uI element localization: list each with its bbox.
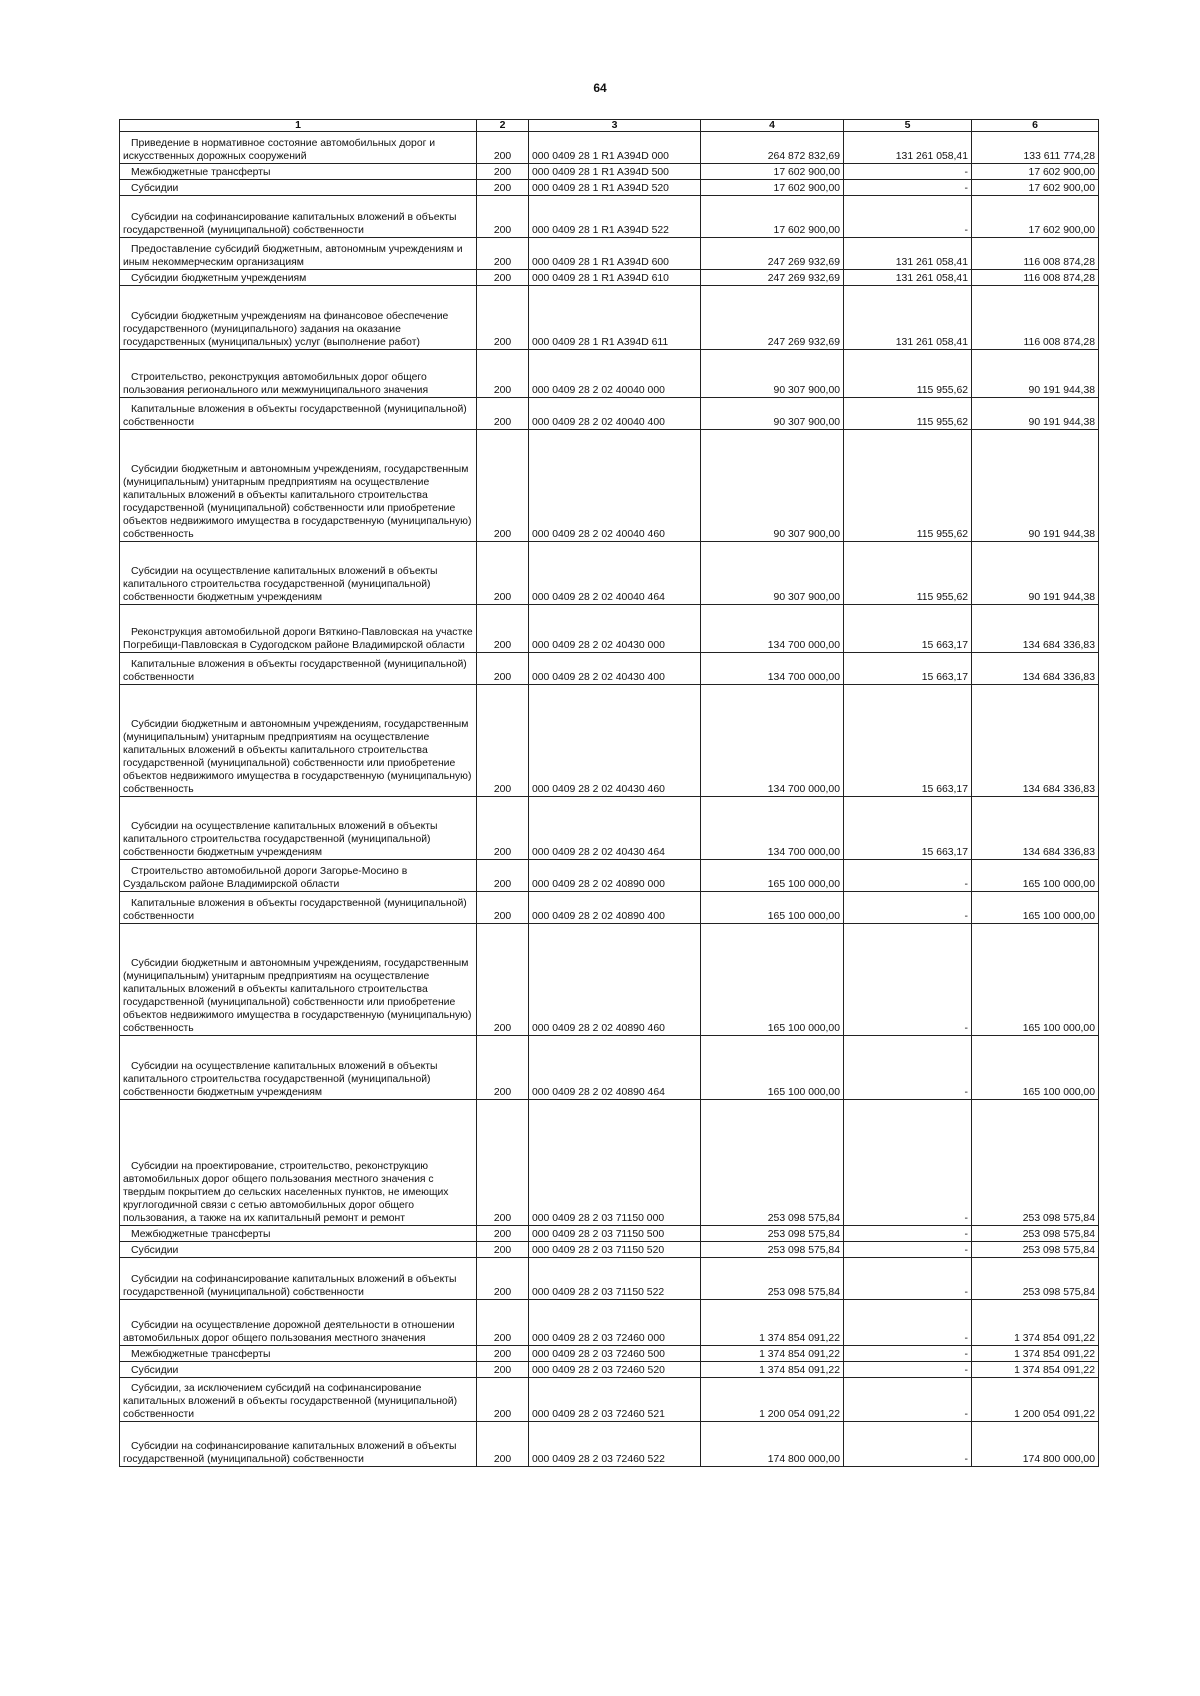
row-name: Строительство автомобильной дороги Загорье-Мосино в Суздальском районе Владимирской области	[120, 860, 477, 892]
column-header: 3	[529, 120, 701, 132]
row-admin-code: 200	[477, 286, 529, 350]
row-value-4: 264 872 832,69	[701, 132, 844, 164]
table-row	[120, 1422, 1099, 1467]
row-value-6: 90 191 944,38	[972, 542, 1099, 605]
row-value-4: 247 269 932,69	[701, 238, 844, 270]
row-budget-code: 000 0409 28 2 03 71150 522	[529, 1258, 701, 1300]
row-value-5: -	[844, 1242, 972, 1258]
row-budget-code: 000 0409 28 1 R1 A394D 500	[529, 164, 701, 180]
row-budget-code: 000 0409 28 1 R1 A394D 600	[529, 238, 701, 270]
table-row	[120, 196, 1099, 238]
row-value-6: 116 008 874,28	[972, 270, 1099, 286]
row-budget-code: 000 0409 28 2 03 71150 520	[529, 1242, 701, 1258]
row-value-6: 90 191 944,38	[972, 350, 1099, 398]
table-row	[120, 398, 1099, 430]
row-value-4: 253 098 575,84	[701, 1100, 844, 1226]
row-value-6: 165 100 000,00	[972, 924, 1099, 1036]
row-admin-code: 200	[477, 1346, 529, 1362]
row-value-4: 165 100 000,00	[701, 892, 844, 924]
column-header: 1	[120, 120, 477, 132]
table-row	[120, 180, 1099, 196]
row-value-4: 134 700 000,00	[701, 797, 844, 860]
row-value-4: 174 800 000,00	[701, 1422, 844, 1467]
row-value-4: 253 098 575,84	[701, 1242, 844, 1258]
table-row	[120, 924, 1099, 1036]
row-value-5: -	[844, 1100, 972, 1226]
row-admin-code: 200	[477, 685, 529, 797]
row-name: Субсидии на софинансирование капитальных вложений в объекты государственной (муниципальной) собственности	[120, 1422, 477, 1467]
row-admin-code: 200	[477, 1362, 529, 1378]
row-name: Приведение в нормативное состояние автомобильных дорог и искусственных дорожных сооружений	[120, 132, 477, 164]
row-admin-code: 200	[477, 892, 529, 924]
row-value-4: 134 700 000,00	[701, 653, 844, 685]
row-value-6: 165 100 000,00	[972, 892, 1099, 924]
row-value-4: 1 374 854 091,22	[701, 1346, 844, 1362]
row-value-6: 134 684 336,83	[972, 605, 1099, 653]
row-value-6: 1 374 854 091,22	[972, 1362, 1099, 1378]
row-admin-code: 200	[477, 605, 529, 653]
row-value-6: 116 008 874,28	[972, 238, 1099, 270]
row-name: Субсидии на софинансирование капитальных вложений в объекты государственной (муниципальной) собственности	[120, 1258, 477, 1300]
row-value-4: 90 307 900,00	[701, 430, 844, 542]
table-row	[120, 1258, 1099, 1300]
row-value-5: -	[844, 1036, 972, 1100]
row-value-6: 253 098 575,84	[972, 1100, 1099, 1226]
row-budget-code: 000 0409 28 1 R1 A394D 611	[529, 286, 701, 350]
row-value-6: 1 374 854 091,22	[972, 1346, 1099, 1362]
row-budget-code: 000 0409 28 2 03 72460 521	[529, 1378, 701, 1422]
row-value-4: 165 100 000,00	[701, 924, 844, 1036]
row-value-4: 247 269 932,69	[701, 270, 844, 286]
row-value-6: 1 200 054 091,22	[972, 1378, 1099, 1422]
table-row	[120, 1300, 1099, 1346]
row-name: Межбюджетные трансферты	[120, 1226, 477, 1242]
table-header-row	[120, 120, 1099, 132]
row-admin-code: 200	[477, 542, 529, 605]
row-budget-code: 000 0409 28 1 R1 A394D 522	[529, 196, 701, 238]
row-value-5: 131 261 058,41	[844, 132, 972, 164]
row-value-4: 165 100 000,00	[701, 1036, 844, 1100]
row-value-6: 17 602 900,00	[972, 164, 1099, 180]
row-value-4: 253 098 575,84	[701, 1258, 844, 1300]
row-value-5: 115 955,62	[844, 430, 972, 542]
row-admin-code: 200	[477, 860, 529, 892]
row-budget-code: 000 0409 28 2 03 71150 500	[529, 1226, 701, 1242]
row-value-5: -	[844, 924, 972, 1036]
row-admin-code: 200	[477, 398, 529, 430]
row-name: Субсидии на проектирование, строительство, реконструкцию автомобильных дорог общего пользования местного значения с твердым покрытием до сельских населенных пунктов, не имеющих круглогодичной связи с сетью автомобильных дорог общего пользования, а также на их капитальный ремонт и ремонт	[120, 1100, 477, 1226]
row-value-6: 165 100 000,00	[972, 1036, 1099, 1100]
row-value-5: 15 663,17	[844, 653, 972, 685]
row-admin-code: 200	[477, 1036, 529, 1100]
row-value-4: 253 098 575,84	[701, 1226, 844, 1242]
table-row	[120, 164, 1099, 180]
row-value-4: 247 269 932,69	[701, 286, 844, 350]
row-admin-code: 200	[477, 270, 529, 286]
table-row	[120, 653, 1099, 685]
table-body	[120, 132, 1099, 1467]
row-value-5: -	[844, 1258, 972, 1300]
row-budget-code: 000 0409 28 2 02 40040 464	[529, 542, 701, 605]
row-admin-code: 200	[477, 653, 529, 685]
row-value-5: -	[844, 196, 972, 238]
row-admin-code: 200	[477, 1300, 529, 1346]
row-value-6: 253 098 575,84	[972, 1242, 1099, 1258]
row-budget-code: 000 0409 28 2 02 40890 400	[529, 892, 701, 924]
table-row	[120, 132, 1099, 164]
table-row	[120, 238, 1099, 270]
row-name: Капитальные вложения в объекты государственной (муниципальной) собственности	[120, 398, 477, 430]
row-value-6: 174 800 000,00	[972, 1422, 1099, 1467]
row-value-5: -	[844, 1226, 972, 1242]
row-value-6: 253 098 575,84	[972, 1258, 1099, 1300]
row-budget-code: 000 0409 28 2 02 40430 400	[529, 653, 701, 685]
row-value-5: -	[844, 164, 972, 180]
row-name: Строительство, реконструкция автомобильных дорог общего пользования регионального или межмуниципального значения	[120, 350, 477, 398]
row-value-6: 134 684 336,83	[972, 797, 1099, 860]
row-budget-code: 000 0409 28 2 03 72460 500	[529, 1346, 701, 1362]
row-value-6: 165 100 000,00	[972, 860, 1099, 892]
row-name: Субсидии на осуществление капитальных вложений в объекты капитального строительства государственной (муниципальной) собственности бюджетным учреждениям	[120, 797, 477, 860]
row-budget-code: 000 0409 28 1 R1 A394D 520	[529, 180, 701, 196]
row-admin-code: 200	[477, 1242, 529, 1258]
row-budget-code: 000 0409 28 2 03 72460 000	[529, 1300, 701, 1346]
row-admin-code: 200	[477, 350, 529, 398]
row-budget-code: 000 0409 28 2 02 40430 464	[529, 797, 701, 860]
table-row	[120, 605, 1099, 653]
row-name: Субсидии бюджетным и автономным учреждениям, государственным (муниципальным) унитарным предприятиям на осуществление капитальных вложений в объекты капитального строительства государственной (муниципальной) собственности или приобретение объектов недвижимого имущества в государственную (муниципальную) собственность	[120, 924, 477, 1036]
row-value-5: 115 955,62	[844, 398, 972, 430]
table-row	[120, 797, 1099, 860]
row-value-6: 116 008 874,28	[972, 286, 1099, 350]
row-admin-code: 200	[477, 1258, 529, 1300]
row-value-5: 131 261 058,41	[844, 286, 972, 350]
table-row	[120, 1226, 1099, 1242]
row-value-5: 115 955,62	[844, 542, 972, 605]
row-admin-code: 200	[477, 238, 529, 270]
row-value-5: -	[844, 1422, 972, 1467]
column-header: 5	[844, 120, 972, 132]
row-budget-code: 000 0409 28 2 02 40040 000	[529, 350, 701, 398]
row-value-4: 90 307 900,00	[701, 398, 844, 430]
row-budget-code: 000 0409 28 1 R1 A394D 610	[529, 270, 701, 286]
row-name: Предоставление субсидий бюджетным, автономным учреждениям и иным некоммерческим организациям	[120, 238, 477, 270]
row-budget-code: 000 0409 28 2 02 40890 000	[529, 860, 701, 892]
row-value-5: 15 663,17	[844, 605, 972, 653]
row-name: Субсидии на осуществление капитальных вложений в объекты капитального строительства государственной (муниципальной) собственности бюджетным учреждениям	[120, 542, 477, 605]
row-name: Капитальные вложения в объекты государственной (муниципальной) собственности	[120, 653, 477, 685]
row-value-4: 1 374 854 091,22	[701, 1300, 844, 1346]
row-admin-code: 200	[477, 1422, 529, 1467]
row-budget-code: 000 0409 28 2 02 40430 460	[529, 685, 701, 797]
row-name: Субсидии бюджетным и автономным учреждениям, государственным (муниципальным) унитарным предприятиям на осуществление капитальных вложений в объекты капитального строительства государственной (муниципальной) собственности или приобретение объектов недвижимого имущества в государственную (муниципальную) собственность	[120, 685, 477, 797]
table-row	[120, 1362, 1099, 1378]
page-number: 64	[593, 81, 607, 95]
row-value-6: 134 684 336,83	[972, 685, 1099, 797]
row-name: Капитальные вложения в объекты государственной (муниципальной) собственности	[120, 892, 477, 924]
row-value-6: 1 374 854 091,22	[972, 1300, 1099, 1346]
row-name: Субсидии бюджетным и автономным учреждениям, государственным (муниципальным) унитарным предприятиям на осуществление капитальных вложений в объекты капитального строительства государственной (муниципальной) собственности или приобретение объектов недвижимого имущества в государственную (муниципальную) собственность	[120, 430, 477, 542]
row-value-5: -	[844, 1300, 972, 1346]
row-value-6: 17 602 900,00	[972, 196, 1099, 238]
row-budget-code: 000 0409 28 2 02 40890 464	[529, 1036, 701, 1100]
row-value-5: -	[844, 860, 972, 892]
row-name: Субсидии, за исключением субсидий на софинансирование капитальных вложений в объекты государственной (муниципальной) собственности	[120, 1378, 477, 1422]
table-row	[120, 542, 1099, 605]
row-value-5: 115 955,62	[844, 350, 972, 398]
table-row	[120, 1100, 1099, 1226]
table-row	[120, 286, 1099, 350]
row-admin-code: 200	[477, 430, 529, 542]
row-budget-code: 000 0409 28 2 02 40040 400	[529, 398, 701, 430]
row-budget-code: 000 0409 28 2 03 72460 522	[529, 1422, 701, 1467]
row-admin-code: 200	[477, 164, 529, 180]
row-value-5: 131 261 058,41	[844, 238, 972, 270]
column-header: 6	[972, 120, 1099, 132]
table-row	[120, 685, 1099, 797]
row-value-4: 90 307 900,00	[701, 542, 844, 605]
row-admin-code: 200	[477, 1378, 529, 1422]
row-name: Межбюджетные трансферты	[120, 164, 477, 180]
row-admin-code: 200	[477, 132, 529, 164]
row-name: Субсидии бюджетным учреждениям на финансовое обеспечение государственного (муниципального) задания на оказание государственных (муниципальных) услуг (выполнение работ)	[120, 286, 477, 350]
row-name: Реконструкция автомобильной дороги Вяткино-Павловская на участке Погребищи-Павловская в Судогодском районе Владимирской области	[120, 605, 477, 653]
row-value-5: -	[844, 180, 972, 196]
row-budget-code: 000 0409 28 2 02 40890 460	[529, 924, 701, 1036]
row-admin-code: 200	[477, 1100, 529, 1226]
row-value-5: -	[844, 1346, 972, 1362]
row-budget-code: 000 0409 28 1 R1 A394D 000	[529, 132, 701, 164]
row-name: Субсидии бюджетным учреждениям	[120, 270, 477, 286]
row-value-4: 90 307 900,00	[701, 350, 844, 398]
row-admin-code: 200	[477, 1226, 529, 1242]
budget-table	[119, 119, 1099, 1467]
row-name: Субсидии на осуществление дорожной деятельности в отношении автомобильных дорог общего пользования местного значения	[120, 1300, 477, 1346]
row-name: Межбюджетные трансферты	[120, 1346, 477, 1362]
row-value-4: 1 200 054 091,22	[701, 1378, 844, 1422]
table-row	[120, 430, 1099, 542]
row-value-6: 133 611 774,28	[972, 132, 1099, 164]
row-value-4: 134 700 000,00	[701, 605, 844, 653]
row-value-6: 17 602 900,00	[972, 180, 1099, 196]
row-value-6: 90 191 944,38	[972, 398, 1099, 430]
table-row	[120, 860, 1099, 892]
row-name: Субсидии на софинансирование капитальных вложений в объекты государственной (муниципальной) собственности	[120, 196, 477, 238]
row-value-5: -	[844, 1378, 972, 1422]
table-row	[120, 1346, 1099, 1362]
row-budget-code: 000 0409 28 2 03 71150 000	[529, 1100, 701, 1226]
row-value-4: 17 602 900,00	[701, 180, 844, 196]
row-value-4: 1 374 854 091,22	[701, 1362, 844, 1378]
table-row	[120, 350, 1099, 398]
row-budget-code: 000 0409 28 2 02 40430 000	[529, 605, 701, 653]
row-admin-code: 200	[477, 196, 529, 238]
row-value-5: -	[844, 1362, 972, 1378]
row-value-6: 134 684 336,83	[972, 653, 1099, 685]
row-budget-code: 000 0409 28 2 03 72460 520	[529, 1362, 701, 1378]
row-value-6: 253 098 575,84	[972, 1226, 1099, 1242]
table-row	[120, 270, 1099, 286]
row-admin-code: 200	[477, 924, 529, 1036]
row-name: Субсидии	[120, 1242, 477, 1258]
row-value-5: 15 663,17	[844, 797, 972, 860]
row-value-4: 17 602 900,00	[701, 196, 844, 238]
row-name: Субсидии на осуществление капитальных вложений в объекты капитального строительства государственной (муниципальной) собственности бюджетным учреждениям	[120, 1036, 477, 1100]
column-header: 4	[701, 120, 844, 132]
row-admin-code: 200	[477, 797, 529, 860]
row-name: Субсидии	[120, 1362, 477, 1378]
row-value-5: 131 261 058,41	[844, 270, 972, 286]
row-value-4: 17 602 900,00	[701, 164, 844, 180]
row-value-6: 90 191 944,38	[972, 430, 1099, 542]
row-value-5: -	[844, 892, 972, 924]
row-value-4: 165 100 000,00	[701, 860, 844, 892]
table-row	[120, 1242, 1099, 1258]
row-value-5: 15 663,17	[844, 685, 972, 797]
row-value-4: 134 700 000,00	[701, 685, 844, 797]
table-row	[120, 1378, 1099, 1422]
row-name: Субсидии	[120, 180, 477, 196]
row-admin-code: 200	[477, 180, 529, 196]
table-row	[120, 1036, 1099, 1100]
column-header: 2	[477, 120, 529, 132]
table-row	[120, 892, 1099, 924]
row-budget-code: 000 0409 28 2 02 40040 460	[529, 430, 701, 542]
